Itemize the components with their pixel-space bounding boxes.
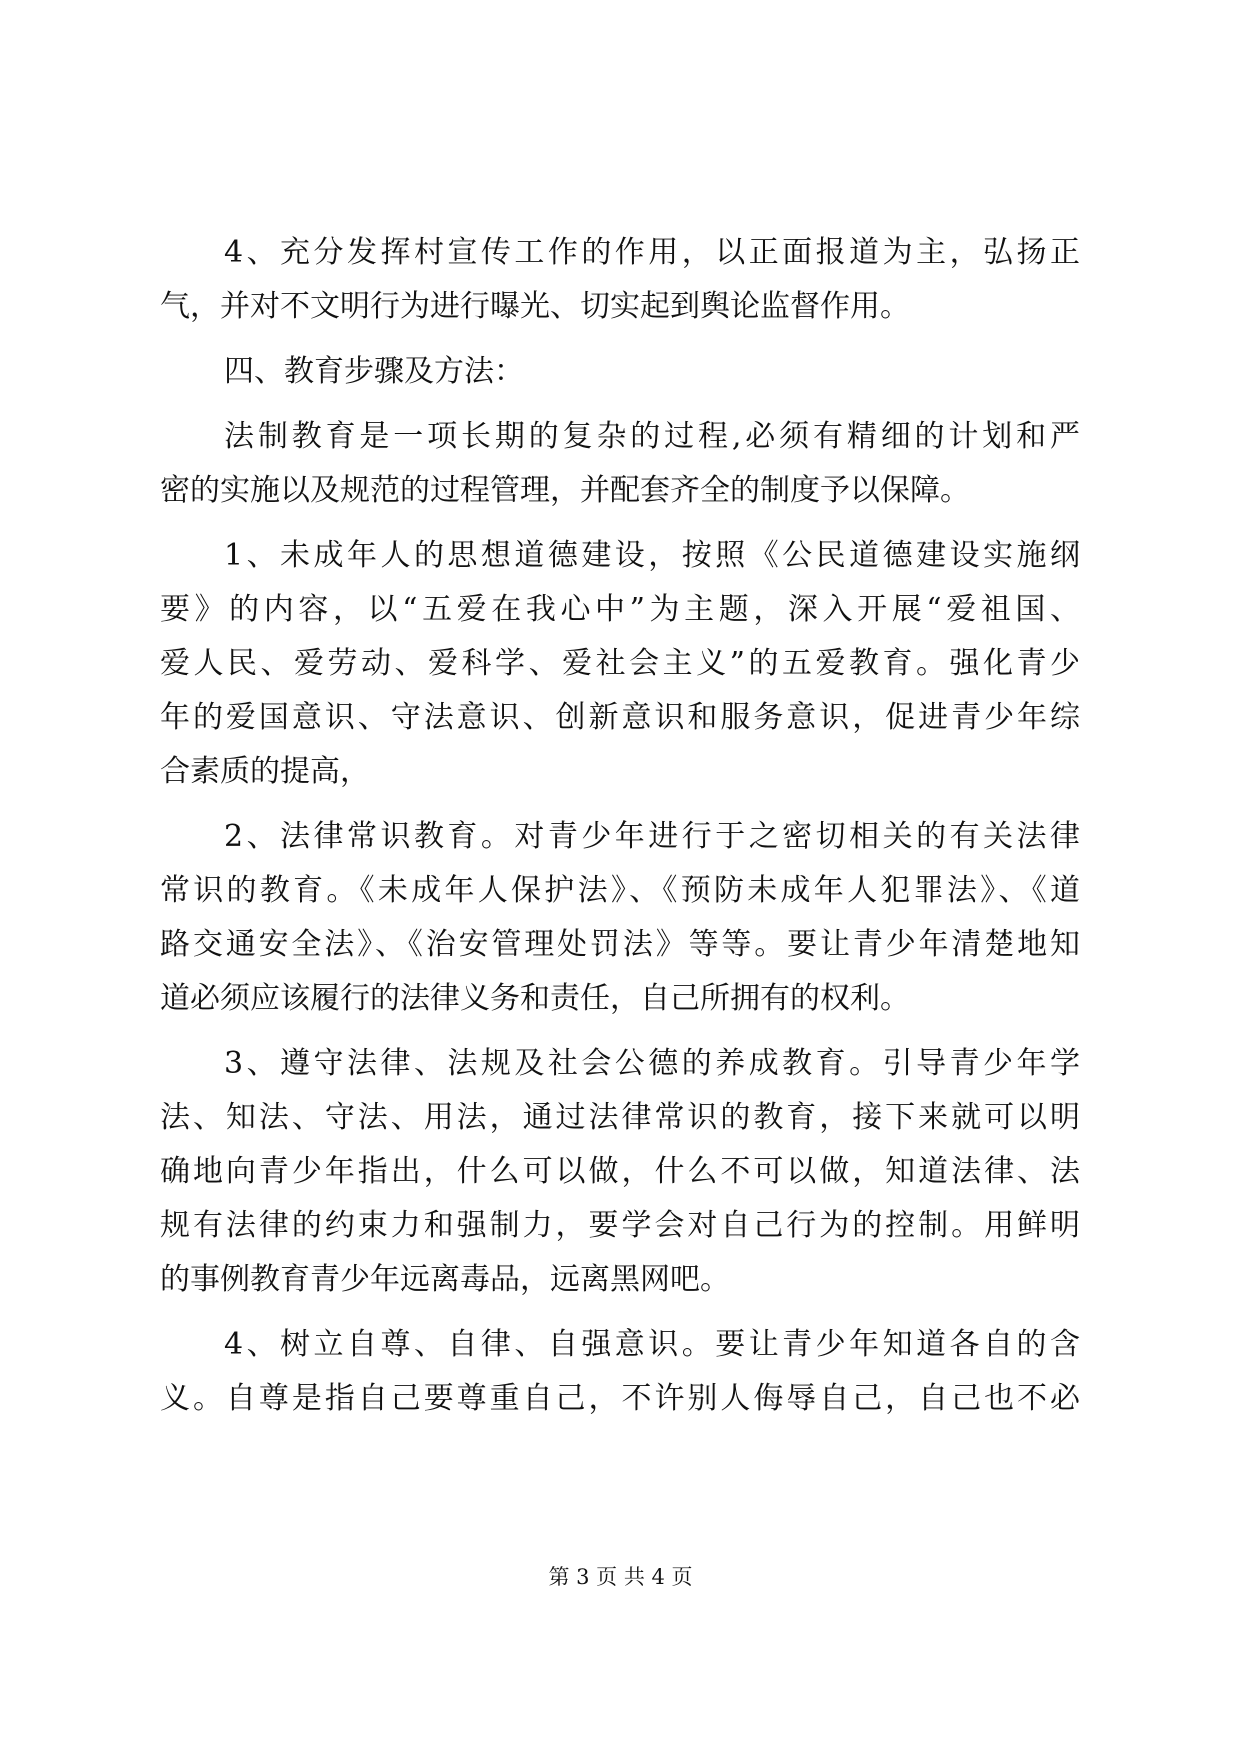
text-line: 要》的内容，以“五爱在我心中”为主题，深入开展“爱祖国、	[160, 592, 1080, 627]
text-line: 爱人民、爱劳动、爱科学、爱社会主义”的五爱教育。强化青少	[160, 646, 1080, 681]
text-line: 确地向青少年指出，什么可以做，什么不可以做，知道法律、法	[160, 1154, 1080, 1189]
text-line: 4、充分发挥村宣传工作的作用，以正面报道为主，弘扬正	[224, 235, 1080, 270]
text-line: 规有法律的约束力和强制力，要学会对自己行为的控制。用鲜明	[160, 1208, 1080, 1243]
text-line: 3、遵守法律、法规及社会公德的养成教育。引导青少年学	[224, 1046, 1080, 1081]
paragraph	[160, 1037, 1080, 1307]
paragraph	[160, 410, 1080, 518]
text-line: 1、未成年人的思想道德建设，按照《公民道德建设实施纲	[224, 538, 1080, 573]
text-line: 法、知法、守法、用法，通过法律常识的教育，接下来就可以明	[160, 1100, 1080, 1135]
page-footer: 第 3 页 共 4 页	[548, 1565, 693, 1589]
text-line: 道必须应该履行的法律义务和责任，自己所拥有的权利。	[160, 981, 910, 1016]
text-line: 的事例教育青少年远离毒品，远离黑网吧。	[160, 1262, 730, 1297]
text-line: 4、树立自尊、自律、自强意识。要让青少年知道各自的含	[224, 1327, 1080, 1362]
text-line: 常识的教育。《未成年人保护法》、《预防未成年人犯罪法》、《道	[160, 873, 1080, 908]
paragraph	[160, 226, 1080, 334]
text-line: 年的爱国意识、守法意识、创新意识和服务意识，促进青少年综	[160, 700, 1080, 735]
paragraph	[160, 1318, 1080, 1426]
paragraph	[160, 529, 1080, 799]
text-line: 路交通安全法》、《治安管理处罚法》等等。要让青少年清楚地知	[160, 927, 1080, 962]
text-line: 合素质的提高，	[160, 754, 370, 789]
text-line: 法制教育是一项长期的复杂的过程,必须有精细的计划和严	[224, 419, 1080, 454]
section-heading	[160, 345, 1080, 399]
text-line: 气，并对不文明行为进行曝光、切实起到舆论监督作用。	[160, 289, 910, 324]
text-line: 四、教育步骤及方法：	[224, 354, 524, 389]
text-line: 密的实施以及规范的过程管理，并配套齐全的制度予以保障。	[160, 473, 970, 508]
document-body	[160, 226, 1080, 1437]
text-line: 义。自尊是指自己要尊重自己，不许别人侮辱自己，自己也不必	[160, 1381, 1080, 1416]
text-line: 2、法律常识教育。对青少年进行于之密切相关的有关法律	[224, 819, 1080, 854]
paragraph	[160, 810, 1080, 1026]
